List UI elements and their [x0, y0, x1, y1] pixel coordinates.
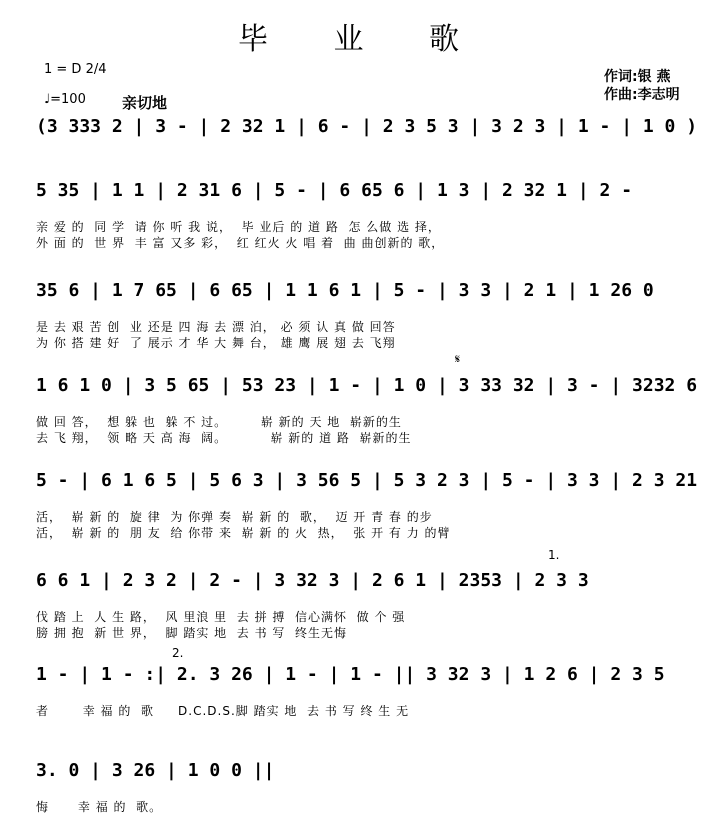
- score-line-1: [36, 116, 696, 186]
- expression-mark: 亲切地: [122, 94, 168, 112]
- notation-row: 35 6 | 1 7 65 | 6 65 | 1 1 6 1 | 5 - | 3 3 | 2 1 | 1 26 0: [36, 280, 654, 301]
- score-line-4: [36, 375, 696, 445]
- first-ending-mark: 1.: [548, 548, 560, 562]
- score-line-6: [36, 570, 696, 640]
- lyricist-credit: 作词:银 燕: [604, 69, 671, 85]
- segno-mark: 𝄋: [455, 352, 461, 366]
- composer-credit: 作曲:李志明: [604, 87, 680, 103]
- lyrics-verse-1: 伐 踏 上 人 生 路， 风 里浪 里 去 拼 搏 信心满怀 做 个 强: [36, 610, 406, 624]
- notation-row: 5 - | 6 1 6 5 | 5 6 3 | 3 56 5 | 5 3 2 3 | 5 - | 3 3 | 2 3 21: [36, 470, 698, 491]
- score-line-7: [36, 664, 696, 734]
- lyrics-verse-2: 去 飞 翔， 领 略 天 高 海 阔。 崭 新的 道 路 崭新的生: [36, 431, 412, 445]
- score-line-5: [36, 470, 696, 540]
- page-title: 毕 业 歌: [237, 22, 488, 57]
- notation-row: 6 6 1 | 2 3 2 | 2 - | 3 32 3 | 2 6 1 | 2353 | 2 3 3: [36, 570, 589, 591]
- notation-row: 1 6 1 0 | 3 5 65 | 53 23 | 1 - | 1 0 | 3 33 32 | 3 - | 3232 6: [36, 375, 698, 396]
- lyrics-verse-1: 者 幸 福 的 歌 D.C.D.S.脚 踏实 地 去 书 写 终 生 无: [36, 704, 410, 718]
- lyrics-verse-1: 亲 爱 的 同 学 请 你 听 我 说， 毕 业后 的 道 路 怎 么做 选 择，: [36, 220, 441, 234]
- score-line-2: [36, 180, 696, 250]
- notation-row: (3 333 2 | 3 - | 2 32 1 | 6 - | 2 3 5 3 | 3 2 3 | 1 - | 1 0 ): [36, 116, 698, 137]
- notation-row: 5 35 | 1 1 | 2 31 6 | 5 - | 6 65 6 | 1 3 | 2 32 1 | 2 -: [36, 180, 633, 201]
- score-line-3: [36, 280, 696, 350]
- lyrics-verse-2: 膀 拥 抱 新 世 界， 脚 踏实 地 去 书 写 终生无悔: [36, 626, 348, 640]
- lyrics-verse-1: 是 去 艰 苦 创 业 还是 四 海 去 漂 泊， 必 须 认 真 做 回答: [36, 320, 396, 334]
- lyrics-verse-1: 悔 幸 福 的 歌。: [36, 800, 163, 814]
- second-ending-mark: 2.: [172, 646, 184, 660]
- notation-row: 3. 0 | 3 26 | 1 0 0 ||: [36, 760, 275, 781]
- lyrics-verse-2: 外 面 的 世 界 丰 富 又多 彩， 红 红火 火 唱 着 曲 曲创新的 歌，: [36, 236, 445, 250]
- lyrics-verse-2: 活， 崭 新 的 朋 友 给 你带 来 崭 新 的 火 热， 张 开 有 力 的臂: [36, 526, 451, 540]
- lyrics-verse-1: 活， 崭 新 的 旋 律 为 你弹 奏 崭 新 的 歌， 迈 开 青 春 的步: [36, 510, 433, 524]
- lyrics-verse-1: 做 回 答， 想 躲 也 躲 不 过。 崭 新的 天 地 崭新的生: [36, 415, 402, 429]
- tempo-mark: ♩=100: [44, 92, 86, 107]
- key-signature: 1 = D 2/4: [44, 62, 107, 77]
- lyrics-verse-2: 为 你 搭 建 好 了 展示 才 华 大 舞 台， 雄 鹰 展 翅 去 飞翔: [36, 336, 396, 350]
- notation-row: 1 - | 1 - :| 2. 3 26 | 1 - | 1 - || 3 32 3 | 1 2 6 | 2 3 5: [36, 664, 665, 685]
- score-line-8: [36, 760, 696, 830]
